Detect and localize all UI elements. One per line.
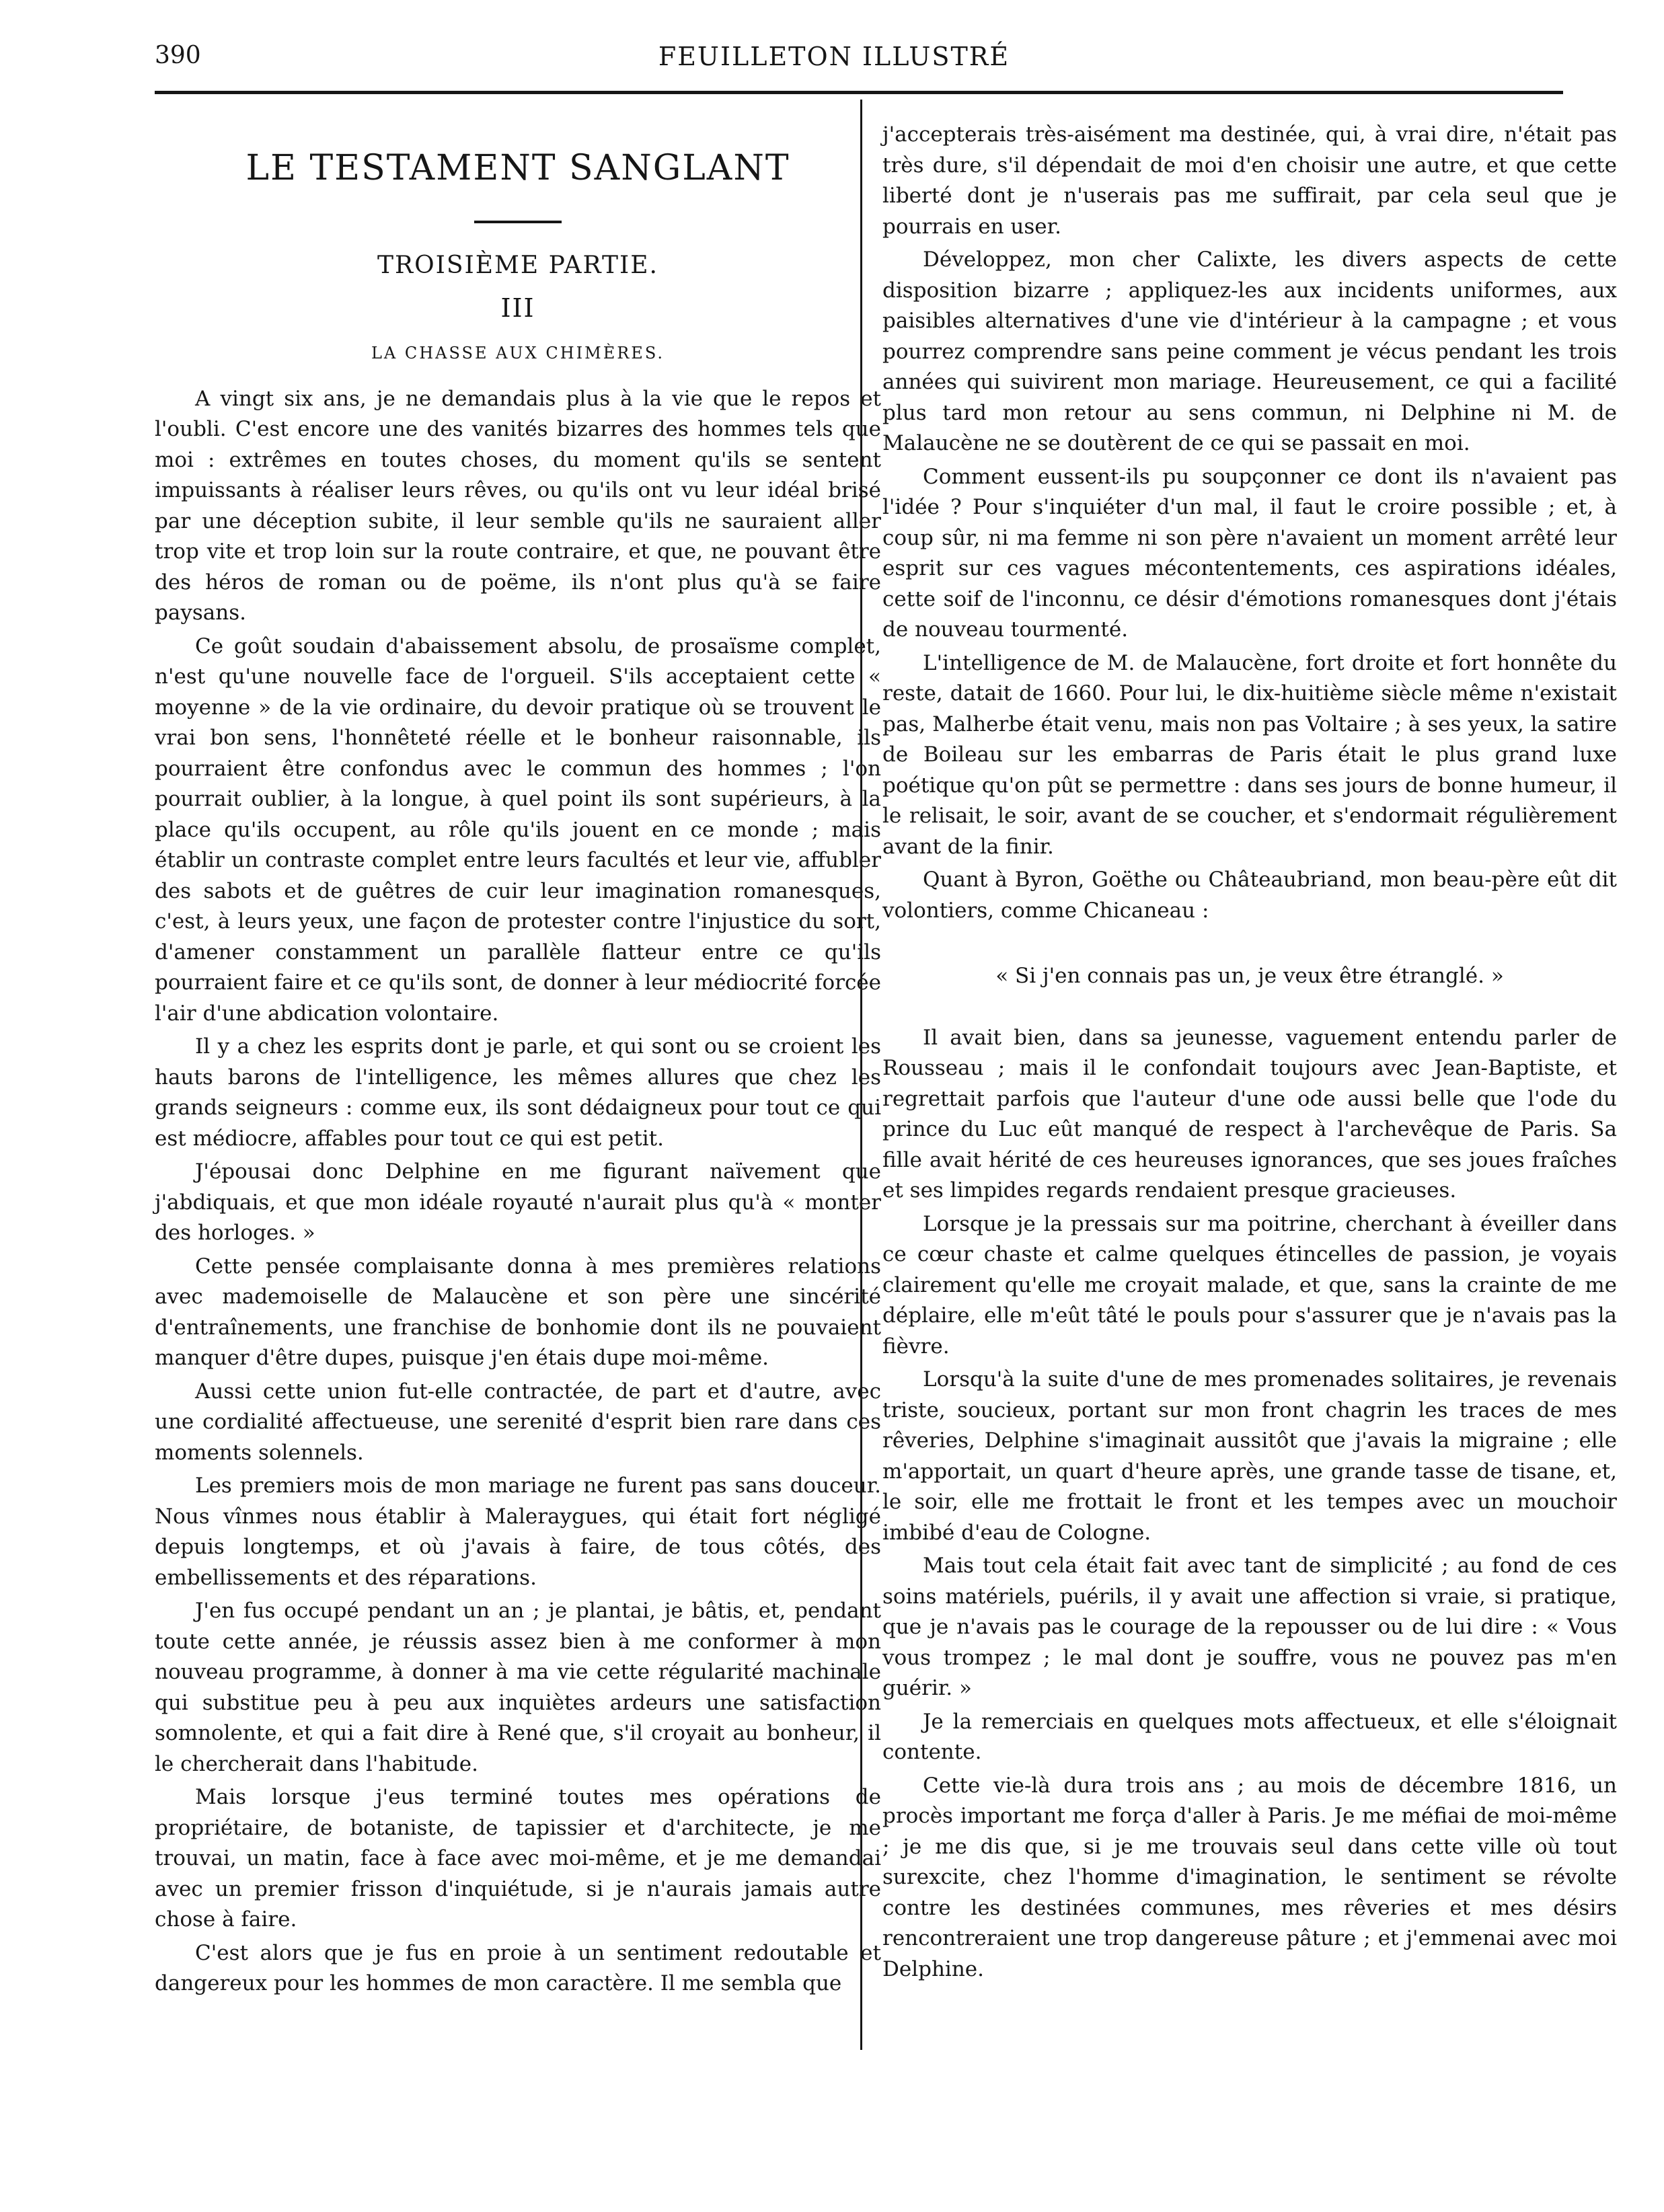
- paragraph: Les premiers mois de mon mariage ne furent pas sans douceur. Nous vînmes nous établir à Maleraygues, qui était fort négligé depuis longtemps, et où j'avais à faire, de tous côtés, des embellissements et des réparations.: [155, 1474, 881, 1590]
- paragraph: Il y a chez les esprits dont je parle, et qui sont ou se croient les hauts barons de l'intelligence, les mêmes allures que chez les grands seigneurs : comme eux, ils sont dédaigneux pour tout ce qui est médiocre, affables pour tout ce qui est petit.: [155, 1034, 881, 1151]
- page-header: [155, 42, 1664, 75]
- paragraph: Cette pensée complaisante donna à mes premières relations avec mademoiselle de Malaucène et son père une sincérité d'entraînements, une franchise de bonhomie dont ils ne pouvaient manquer d'être dupes, puisque j'en étais dupe moi-même.: [155, 1254, 881, 1370]
- paragraph: A vingt six ans, je ne demandais plus à la vie que le repos et l'oubli. C'est encore une des vanités bizarres des hommes tels que moi : extrêmes en toutes choses, du moment qu'ils se sentent impuissants à réaliser leurs rêves, ou qu'ils ont vu leur idéal brisé par une déception subite, il leur semble qu'ils ne sauraient aller trop vite et trop loin sur la route contraire, et que, ne pouvant être des héros de roman ou de poëme, ils n'ont plus qu'à se faire paysans.: [155, 386, 881, 625]
- part-title: TROISIÈME PARTIE.: [377, 252, 658, 279]
- right-column: [882, 120, 1617, 1987]
- left-column: [155, 116, 881, 2002]
- header-rule: [155, 91, 1563, 94]
- chapter-number: III: [500, 293, 535, 323]
- paragraph: Ce goût soudain d'abaissement absolu, de prosaïsme complet, n'est qu'une nouvelle face de l'orgueil. S'ils acceptaient cette « moyenne » de la vie ordinaire, du devoir pratique où se trouvent le vrai bon sens, l'honnêteté réelle et le bonheur raisonnable, ils pourraient être confondus avec le commun des hommes ; l'on pourrait oublier, à la longue, à quel point ils sont supérieurs, à la place qu'ils occupent, au rôle qu'ils jouent en ce monde ; mais établir un contraste complet entre leurs facultés et leur vie, affubler des sabots et de guêtres de cuir leur imagination romanesques, c'est, à leurs yeux, une façon de protester contre l'injustice du sort, d'amener constamment un parallèle flatteur entre ce qu'ils pourraient faire et ce qu'ils sont, de donner à leur médiocrité forcée l'air d'une abdication volontaire.: [155, 634, 881, 1026]
- chapter-title: LA CHASSE AUX CHIMÈRES.: [371, 344, 665, 363]
- paragraph: Développez, mon cher Calixte, les divers aspects de cette disposition bizarre ; appliquez-les aux incidents uniformes, aux paisibles alternatives d'une vie d'intérieur à la campagne ; et vous pourrez comprendre sans peine comment je vécus pendant les trois années qui suivirent mon mariage. Heureusement, ce qui a facilité plus tard mon retour au sens commun, ni Delphine ni M. de Malaucène ne se doutèrent de ce qui se passait en moi.: [882, 247, 1617, 455]
- running-title: FEUILLETON ILLUSTRÉ: [658, 42, 1010, 71]
- paragraph: C'est alors que je fus en proie à un sentiment redoutable et dangereux pour les hommes de mon caractère. Il me sembla que: [155, 1940, 881, 1995]
- paragraph: Cette vie-là dura trois ans ; au mois de décembre 1816, un procès important me força d'aller à Paris. Je me méfiai de moi-même ; je me dis que, si je me trouvais seul dans cette ville où tout surexcite, chez l'homme d'imagination, le sentiment se révolte contre les destinées communes, mes rêveries et mes désirs rencontreraient une trop dangereuse pâture ; et j'emmenai avec moi Delphine.: [882, 1773, 1617, 1981]
- paragraph: J'épousai donc Delphine en me figurant naïvement que j'abdiquais, et que mon idéale royauté n'aurait plus qu'à « monter des horloges. »: [155, 1159, 881, 1245]
- paragraph: L'intelligence de M. de Malaucène, fort droite et fort honnête du reste, datait de 1660. Pour lui, le dix-huitième siècle même n'existait pas, Malherbe était venu, mais non pas Voltaire ; à ses yeux, la satire de Boileau sur les embarras de Paris était le plus grand luxe poétique qu'on pût se permettre : dans ses jours de bonne humeur, il le relisait, le soir, avant de se coucher, et s'endormait régulièrement avant de la finir.: [882, 650, 1617, 859]
- verse-quote: « Si j'en connais pas un, je veux être étranglé. »: [995, 964, 1504, 988]
- paragraph: Comment eussent-ils pu soupçonner ce dont ils n'avaient pas l'idée ? Pour s'inquiéter d'un mal, il faut le croire possible ; et, à coup sûr, ni ma femme ni son père n'avaient un moment arrêté leur esprit sur ces vagues mécontentements, ces aspirations idéales, cette soif de l'inconnu, ce désir d'émotions romanesques dont j'étais de nouveau tourmenté.: [882, 464, 1617, 642]
- paragraph: Lorsque je la pressais sur ma poitrine, cherchant à éveiller dans ce cœur chaste et calme quelques étincelles de passion, je voyais clairement qu'elle me croyait malade, et que, sans la crainte de me déplaire, elle m'eût tâté le pouls pour s'assurer que je n'avais pas la fièvre.: [882, 1211, 1617, 1359]
- paragraph: Quant à Byron, Goëthe ou Châteaubriand, mon beau-père eût dit volontiers, comme Chicaneau :: [882, 868, 1617, 923]
- paragraph: Mais lorsque j'eus terminé toutes mes opérations de propriétaire, de botaniste, de tapissier et d'architecte, je me trouvai, un matin, face à face avec moi-même, et je me demandai avec un premier frisson d'inquiétude, si je n'aurais jamais autre chose à faire.: [155, 1785, 881, 1932]
- paragraph: Lorsqu'à la suite d'une de mes promenades solitaires, je revenais triste, soucieux, portant sur mon front chagrin les traces de mes rêveries, Delphine s'imaginait aussitôt que j'avais la migraine ; elle m'apportait, un quart d'heure après, une grande tasse de tisane, et, le soir, elle me frottait le front et les tempes avec un mouchoir imbibé d'eau de Cologne.: [882, 1367, 1617, 1545]
- paragraph: J'en fus occupé pendant un an ; je plantai, je bâtis, et, pendant toute cette année, je réussis assez bien à me conformer à mon nouveau programme, à donner à ma vie cette régularité machinale qui substitue peu à peu aux inquiètes ardeurs une satisfaction somnolente, et qui a fait dire à René que, s'il croyait au bonheur, il le chercherait dans l'habitude.: [155, 1599, 881, 1776]
- title-rule: [474, 221, 562, 223]
- paragraph: Mais tout cela était fait avec tant de simplicité ; au fond de ces soins matériels, puérils, il y avait une affection si vraie, si pratique, que je n'avais pas le courage de la repousser ou de lui dire : « Vous vous trompez ; le mal dont je souffre, vous ne pouvez pas m'en guérir. »: [882, 1554, 1617, 1700]
- paragraph: Il avait bien, dans sa jeunesse, vaguement entendu parler de Rousseau ; mais il le confondait toujours avec Jean-Baptiste, et regrettait parfois que l'auteur d'une ode aussi belle que l'ode du prince du Luc eût manqué de respect à l'archevêque de Paris. Sa fille avait hérité de ces heureuses ignorances, que ses joues fraîches et ses limpides regards rendaient presque gracieuses.: [882, 1025, 1617, 1203]
- page-number: 390: [155, 42, 201, 69]
- paragraph: Je la remerciais en quelques mots affectueux, et elle s'éloignait contente.: [882, 1709, 1617, 1764]
- paragraph: Aussi cette union fut-elle contractée, de part et d'autre, avec une cordialité affectueuse, une serenité d'esprit bien rare dans ces moments solennels.: [155, 1379, 881, 1465]
- paragraph-continued: j'accepterais très-aisément ma destinée, qui, à vrai dire, n'était pas très dure, s'il dépendait de moi d'en choisir une autre, et que cette liberté dont je n'userais pas me suffirait, par cela seul que je pourrais en user.: [882, 122, 1617, 239]
- story-title: LE TESTAMENT SANGLANT: [245, 148, 790, 188]
